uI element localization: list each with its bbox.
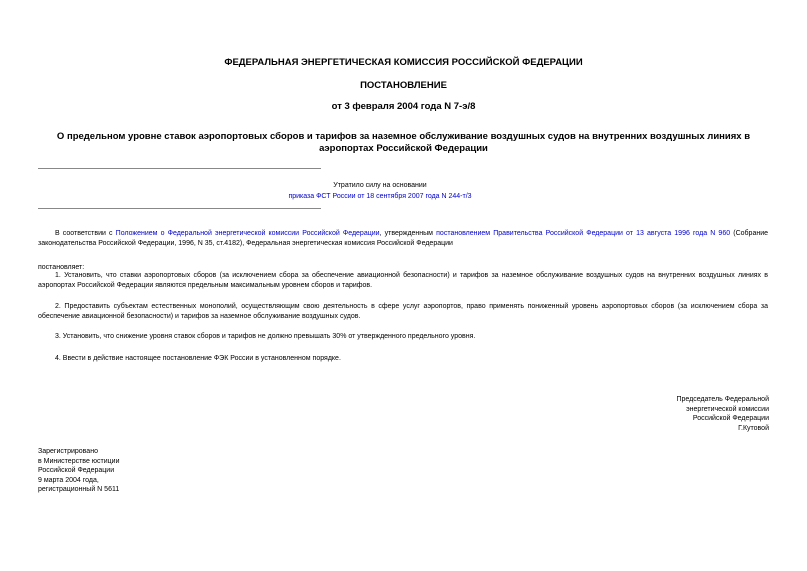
signature-block xyxy=(676,395,769,433)
status-note: Утратило силу на основании xyxy=(333,182,427,189)
registration-line: в Министерстве юстиции xyxy=(38,457,120,465)
divider-bottom xyxy=(38,208,321,209)
signatory-name: Г.Кутовой xyxy=(738,424,769,432)
registration-number: регистрационный N 5611 xyxy=(38,486,120,493)
registration-date: 9 марта 2004 года, xyxy=(38,476,99,484)
basis-middle: , утвержденным xyxy=(379,230,437,237)
clause-2: 2. Предоставить субъектам естественных монополий, осуществляющим свою деятельность в сфере услуг аэропортов, право применять пониженный уровень аэропортовых сборов (за исключением сбора за обеспечение авиационной безопасности) и тарифов за наземное обслуживание воздушных судов. xyxy=(38,303,768,320)
document-type: ПОСТАНОВЛЕНИЕ xyxy=(360,80,447,91)
basis-prefix: В соответствии с xyxy=(55,230,116,237)
basis-suffix: (Собрание законодательства Российской Федерации, 1996, N 35, ст.4182), Федеральная энергетическая комиссия Российской Федерации xyxy=(38,230,769,247)
basis-paragraph xyxy=(38,229,768,248)
resolves-label: постановляет: xyxy=(38,264,85,271)
registration-block xyxy=(38,447,119,495)
clause-3: 3. Установить, что снижение уровня ставок сборов и тарифов не должно превышать 30% от утвержденного предельного уровня. xyxy=(55,333,476,340)
registration-line: Зарегистрировано xyxy=(38,448,98,455)
document-date-number: от 3 февраля 2004 года N 7-э/8 xyxy=(331,101,476,112)
repeal-order-link[interactable]: приказа ФСТ России от 18 сентября 2007 года N 244-т/3 xyxy=(288,193,472,200)
document-title: О предельном уровне ставок аэропортовых сборов и тарифов за наземное обслуживание воздушных судов на внутренних воздушных линиях в аэропортах Российской Федерации xyxy=(56,131,751,154)
signature-line: Председатель Федеральной xyxy=(676,396,769,403)
clause-4: 4. Ввести в действие настоящее постановление ФЭК России в установленном порядке. xyxy=(55,355,341,362)
status-link-wrapper xyxy=(150,192,610,202)
divider-top xyxy=(38,168,321,169)
government-decree-link[interactable]: постановлением Правительства Российской Федерации от 13 августа 1996 года N 960 xyxy=(436,230,731,237)
fek-regulation-link[interactable]: Положением о Федеральной энергетической комиссии Российской Федерации xyxy=(115,230,380,237)
registration-line: Российской Федерации xyxy=(38,467,115,474)
signature-line: энергетической комиссии xyxy=(686,405,769,413)
clause-1: 1. Установить, что ставки аэропортовых сборов (за исключением сбора за обеспечение авиационной безопасности) и тарифов за наземное обслуживание воздушных судов на внутренних воздушных линиях в аэропортах Российской Федерации являются предельным максимальным уровнем сборов и тарифов. xyxy=(38,272,768,289)
issuing-authority: ФЕДЕРАЛЬНАЯ ЭНЕРГЕТИЧЕСКАЯ КОМИССИЯ РОССИЙСКОЙ ФЕДЕРАЦИИ xyxy=(224,57,583,68)
signature-line: Российской Федерации xyxy=(692,415,769,422)
